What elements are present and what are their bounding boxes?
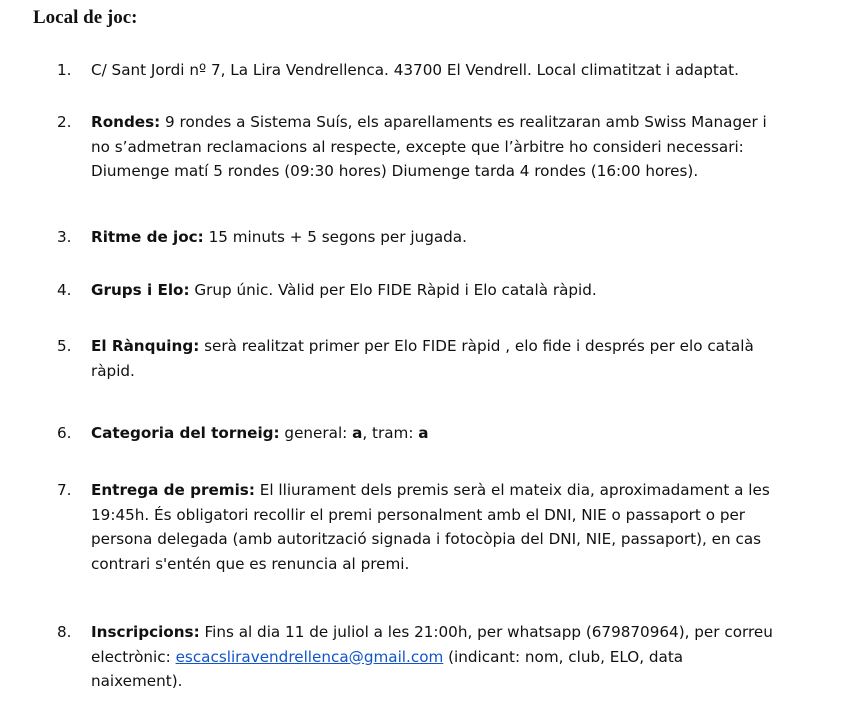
item-label: Rondes:: [91, 113, 161, 131]
item-number: 6.: [57, 424, 72, 442]
item-text: [91, 334, 821, 383]
email-suffix: (indicant: nom, club, ELO, data: [443, 647, 684, 666]
item-line: persona delegada (amb autorització signada i fotocòpia del DNI, NIE, passaport), en cas: [91, 530, 762, 548]
item-line: serà realitzat primer per Elo FIDE ràpid , elo fide i després per elo català: [199, 337, 754, 355]
email-link[interactable]: escacsliravendrellenca@gmail.com: [175, 647, 444, 666]
item-line: contrari s'entén que es renuncia al premi.: [91, 554, 410, 573]
item-label: Categoria del torneig:: [91, 424, 280, 442]
item-label: Entrega de premis:: [91, 481, 255, 499]
item-line: El lliurament dels premis serà el mateix dia, aproximadament a les: [254, 481, 770, 499]
item-text: [91, 278, 821, 303]
item-number: 5.: [57, 337, 72, 355]
item-line: ràpid.: [91, 361, 135, 380]
item-label: Inscripcions:: [91, 623, 200, 641]
item-number: 1.: [57, 61, 72, 79]
general-value: a: [352, 424, 363, 442]
item-text: [91, 110, 821, 184]
item-label: Ritme de joc:: [91, 228, 204, 246]
item-text: [91, 421, 821, 446]
email-prefix: electrònic:: [91, 647, 176, 666]
item-line: C/ Sant Jordi nº 7, La Lira Vendrellenca. 43700 El Vendrell. Local climatitzat i adaptat.: [91, 61, 739, 79]
item-text: [91, 478, 821, 576]
item-line: Grup únic. Vàlid per Elo FIDE Ràpid i Elo català ràpid.: [189, 281, 597, 299]
tram-value: a: [418, 424, 429, 442]
item-text: [91, 58, 821, 83]
item-line: naixement).: [91, 672, 183, 690]
item-line: 19:45h. És obligatori recollir el premi personalment amb el DNI, NIE o passaport o per: [91, 505, 746, 524]
general-text: general:: [279, 424, 353, 442]
item-number: 2.: [57, 113, 72, 131]
item-line: no s’admetran reclamacions al respecte, excepte que l’àrbitre ho consideri necessari:: [91, 137, 744, 156]
item-number: 7.: [57, 481, 72, 499]
item-line: 9 rondes a Sistema Suís, els aparellaments es realitzaran amb Swiss Manager i: [160, 113, 767, 131]
item-text: [91, 225, 821, 250]
section-heading: Local de joc:: [33, 7, 138, 28]
item-label: Grups i Elo:: [91, 281, 190, 299]
item-line: 15 minuts + 5 segons per jugada.: [203, 228, 467, 246]
item-line: Fins al dia 11 de juliol a les 21:00h, per whatsapp (679870964), per correu: [199, 623, 773, 641]
item-number: 4.: [57, 281, 72, 299]
item-number: 8.: [57, 623, 72, 641]
item-label: El Rànquing:: [91, 337, 200, 355]
item-number: 3.: [57, 228, 72, 246]
item-line: Diumenge matí 5 rondes (09:30 hores) Diumenge tarda 4 rondes (16:00 hores).: [91, 162, 699, 180]
tram-text: , tram:: [362, 424, 419, 442]
item-text: [91, 620, 821, 694]
